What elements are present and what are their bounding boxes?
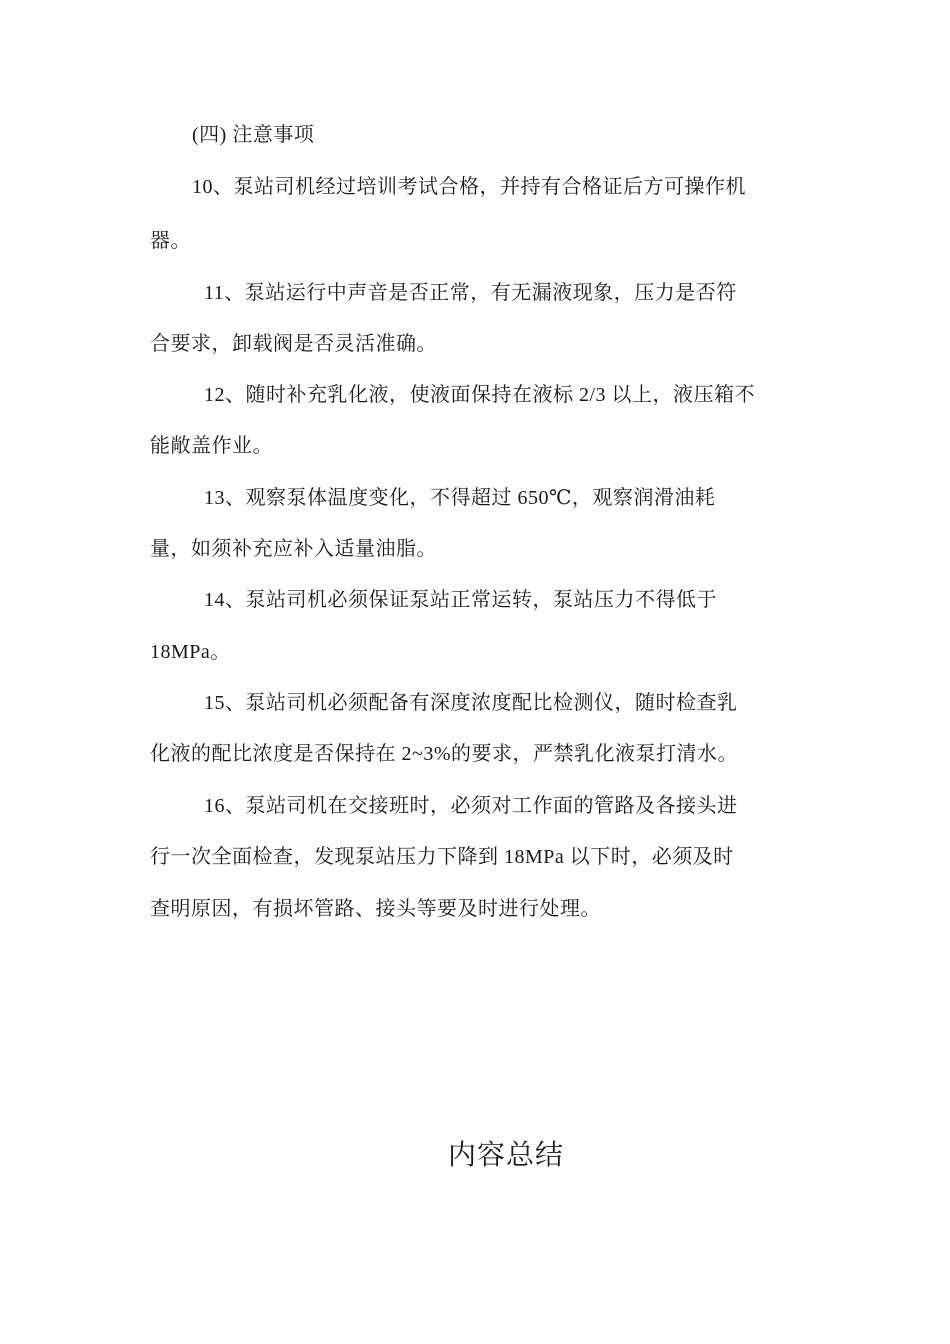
item-16-line-2: 行一次全面检查，发现泵站压力下降到 18MPa 以下时，必须及时 [150,846,734,868]
item-10-line-2: 器。 [150,230,191,252]
section-heading: (四) 注意事项 [192,124,315,146]
item-13-line-2: 量，如须补充应补入适量油脂。 [150,538,437,560]
item-13-line-1: 13、观察泵体温度变化，不得超过 650℃，观察润滑油耗 [204,487,716,509]
item-12-line-1: 12、随时补充乳化液，使液面保持在液标 2/3 以上，液压箱不 [204,384,756,406]
item-10-line-1: 10、泵站司机经过培训考试合格，并持有合格证后方可操作机 [192,176,746,198]
item-14-line-1: 14、泵站司机必须保证泵站正常运转，泵站压力不得低于 [204,589,717,611]
item-11-line-2: 合要求，卸载阀是否灵活准确。 [150,333,437,355]
item-16-line-1: 16、泵站司机在交接班时，必须对工作面的管路及各接头进 [204,795,738,817]
item-16-line-3: 查明原因，有损坏管路、接头等要及时进行处理。 [150,898,601,920]
summary-title: 内容总结 [448,1140,565,1171]
item-15-line-1: 15、泵站司机必须配备有深度浓度配比检测仪，随时检查乳 [204,692,738,714]
item-11-line-1: 11、泵站运行中声音是否正常，有无漏液现象，压力是否符 [204,282,737,304]
item-15-line-2: 化液的配比浓度是否保持在 2~3%的要求，严禁乳化液泵打清水。 [150,743,738,765]
item-14-line-2: 18MPa。 [150,641,231,663]
item-12-line-2: 能敞盖作业。 [150,435,273,457]
